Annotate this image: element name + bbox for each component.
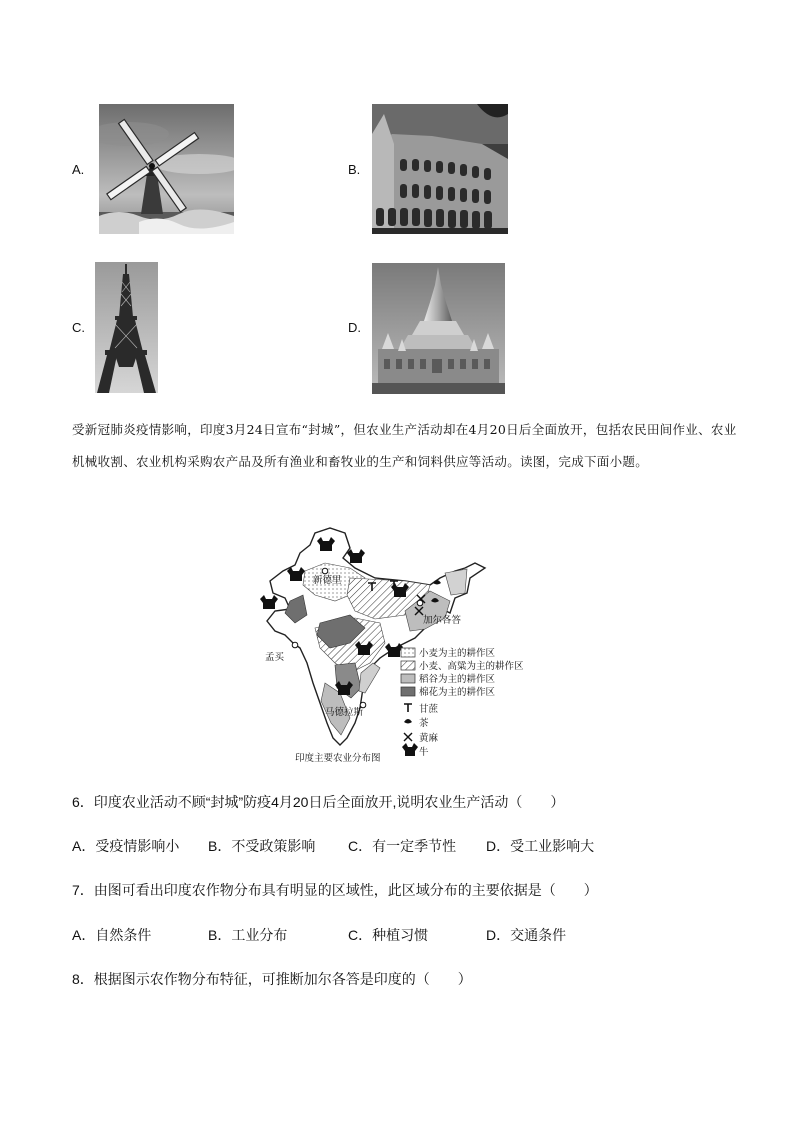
question-8-stem: 8．根据图示农作物分布特征，可推断加尔各答是印度的（ ） [72, 971, 472, 987]
cattle-legend-icon [402, 743, 418, 756]
q6-choice-c[interactable]: C．有一定季节性 [348, 838, 457, 854]
city-mumbai: 孟买 [265, 652, 285, 663]
india-agriculture-map [255, 523, 545, 768]
q7-choice-a[interactable]: A．自然条件 [72, 927, 152, 943]
windmill-photo [99, 104, 234, 234]
question-7-stem: 7．由图可看出印度农作物分布具有明显的区域性，此区域分布的主要依据是（ ） [72, 882, 598, 898]
q7-choice-d[interactable]: D．交通条件 [486, 927, 567, 943]
eiffel-tower-photo [95, 262, 158, 393]
legend-wheat-sorghum: 小麦、高粱为主的耕作区 [419, 661, 524, 672]
legend-cattle: 牛 [419, 747, 429, 758]
q7-choice-b[interactable]: B．工业分布 [208, 927, 288, 943]
legend-cotton: 棉花为主的耕作区 [419, 687, 496, 698]
option-a-label: A. [72, 162, 85, 177]
city-chennai: 马德拉斯 [325, 707, 364, 718]
sugarcane-icon [404, 704, 412, 712]
city-new-delhi: 新德里 [313, 575, 342, 586]
q6-choice-d[interactable]: D．受工业影响大 [486, 838, 595, 854]
legend-wheat: 小麦为主的耕作区 [419, 648, 496, 659]
colosseum-photo [372, 104, 508, 234]
option-b-label: B. [348, 162, 361, 177]
legend-jute: 黄麻 [419, 733, 439, 744]
map-legend [401, 647, 524, 758]
legend-tea: 茶 [419, 718, 429, 729]
city-kolkata: 加尔各答 [423, 615, 462, 626]
pagoda-photo [372, 263, 505, 394]
legend-sugarcane: 甘蔗 [419, 704, 439, 715]
option-d-label: D. [348, 320, 361, 335]
legend-rice: 稻谷为主的耕作区 [419, 674, 496, 685]
tea-icon [404, 719, 412, 724]
jute-icon [404, 733, 412, 741]
q6-choice-a[interactable]: A．受疫情影响小 [72, 838, 180, 854]
question-6-stem: 6．印度农业活动不顾“封城”防疫4月20日后全面放开,说明农业生产活动（ ） [72, 794, 565, 810]
passage: 受新冠肺炎疫情影响，印度3月24日宣布“封城”，但农业生产活动却在4月20日后全面放开，包括农民田间作业、农业机械收割、农业机构采购农产品及所有渔业和畜牧业的生产和饲料供应等活动。读图，完成下面小题。 [72, 422, 737, 469]
option-c-label: C. [72, 320, 85, 335]
map-title: 印度主要农业分布图 [295, 753, 381, 764]
q7-choice-c[interactable]: C．种植习惯 [348, 927, 429, 943]
q6-choice-b[interactable]: B．不受政策影响 [208, 838, 316, 854]
